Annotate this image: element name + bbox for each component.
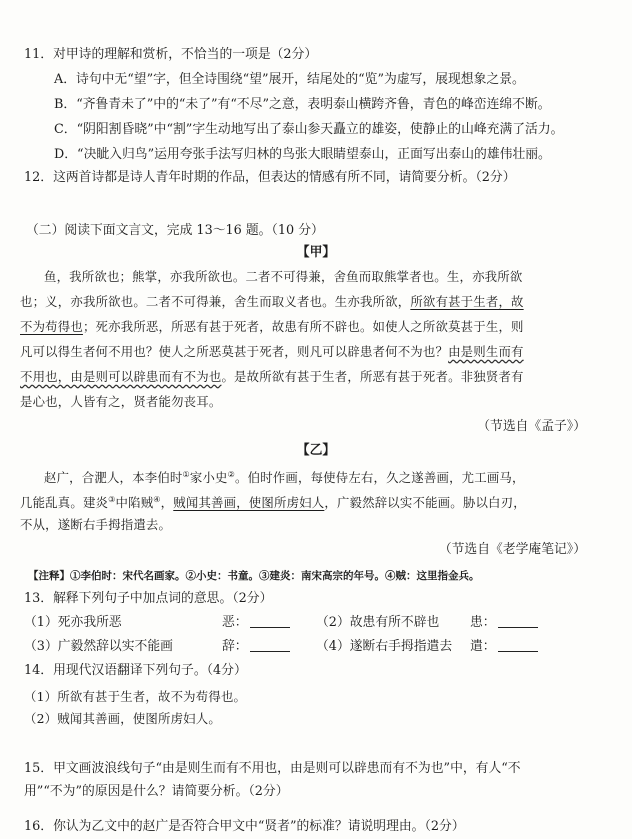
q15-line-1: 15．甲文画波浪线句子“由是则生而有不用也，由是则可以辟患而有不为也”中，有人“不 (24, 761, 521, 776)
passage-yi-line: 赵广，合淝人，本李伯时①家小史②。伯时作画，每使侍左右，久之遂善画，尤工画马， (44, 470, 525, 486)
section2-heading: （二）阅读下面文言文，完成 13～16 题。（10 分） (26, 223, 324, 238)
q13-answer-2: 患： (470, 614, 538, 632)
answer-blank[interactable] (250, 615, 290, 628)
q13-answer-4: 遣： (470, 638, 538, 656)
passage-yi-title: 【乙】 (296, 443, 336, 458)
wavy-underline-sentence: 由是则生而有 (448, 344, 524, 359)
passage-jia-line: 也；义，亦我所欲也。二者不可得兼，舍生而取义者也。生亦我所欲，所欲有甚于生者，故 (20, 294, 524, 309)
passage-jia-line: 不用也，由是则可以辟患而有不为也。是故所欲有甚于生者，所恶有甚于死者。非独贤者有 (20, 369, 524, 384)
q12-stem: 12．这两首诗都是诗人青年时期的作品，但表达的情感有所不同，请简要分析。（2分） (24, 170, 516, 185)
q13-item-3: （3）广毅然辞以实不能画 (24, 639, 173, 654)
q13-answer-3: 辞： (222, 638, 290, 656)
q11-option-c: C．“阴阳割昏晓”中“割”字生动地写出了泰山参天矗立的雄姿，使静止的山峰充满了活力。 (54, 122, 564, 137)
translation-target-underline: 所欲有甚于生者，故 (410, 294, 524, 309)
q11-option-b: B．“齐鲁青未了”中的“未了”有“不尽”之意，表明泰山横跨齐鲁，青色的峰峦连绵不断。 (54, 97, 551, 112)
passage-jia-title: 【甲】 (296, 245, 336, 260)
passage-yi-line: 不从，遂断右手拇指遣去。 (20, 517, 172, 532)
passage-jia-source: （节选自《孟子》） (477, 419, 586, 434)
q14-sentence-2: （2）贼闻其善画，使图所虏妇人。 (24, 711, 221, 726)
q13-stem: 13．解释下列句子中加点词的意思。（2分） (24, 591, 273, 606)
wavy-underline-sentence: 不用也，由是则可以辟患而有不为也 (20, 369, 222, 384)
q13-item-1: （1）死亦我所恶 (24, 615, 122, 630)
q14-stem: 14．用现代汉语翻译下列句子。（4分） (24, 663, 247, 678)
passage-yi-line: 几能乱真。建炎③中陷贼④，贼闻其善画，使图所虏妇人，广毅然辞以实不能画。胁以白刃， (20, 495, 526, 511)
answer-blank[interactable] (498, 639, 538, 652)
q11-option-d: D．“决眦入归鸟”运用夸张手法写归林的鸟张大眼睛望泰山，正面写出泰山的雄伟壮丽。 (54, 147, 551, 162)
passage-yi-source: （节选自《老学庵笔记》） (438, 542, 586, 557)
answer-blank[interactable] (250, 639, 290, 652)
passage-jia-line: 鱼，我所欲也；熊掌，亦我所欲也。二者不可得兼，舍鱼而取熊掌者也。生，亦我所欲 (44, 269, 523, 284)
passage-jia-line: 不为苟得也；死亦我所恶，所恶有甚于死者，故患有所不辟也。如使人之所欲莫甚于生，则 (20, 319, 524, 334)
q11-stem: 11．对甲诗的理解和赏析，不恰当的一项是（2分） (24, 47, 318, 62)
passage-jia-line: 是心也，人皆有之，贤者能勿丧耳。 (20, 394, 222, 409)
passage-jia-line: 凡可以得生者何不用也？使人之所恶莫甚于死者，则凡可以辟患者何不为也？由是则生而有 (20, 344, 524, 359)
translation-target-underline: 贼闻其善画，使图所虏妇人 (173, 495, 325, 511)
annotation-note: 【注释】①李伯时：宋代名画家。②小史：书童。③建炎：南宋高宗的年号。④贼：这里指金兵。 (28, 570, 480, 582)
q13-item-4: （4）遂断右手拇指遣去 (316, 639, 453, 654)
q13-answer-1: 恶： (222, 614, 290, 632)
q13-item-2: （2）故患有所不辟也 (316, 615, 440, 630)
translation-target-underline: 不为苟得也 (20, 319, 83, 334)
q15-line-2: 用”“不为”的原因是什么？请简要分析。（2分） (24, 784, 289, 799)
answer-blank[interactable] (498, 615, 538, 628)
q16-stem: 16．你认为乙文中的赵广是否符合甲文中“贤者”的标准？请说明理由。（2分） (24, 819, 465, 834)
q11-option-a: A．诗句中无“望”字，但全诗围绕“望”展开，结尾处的“览”为虚写，展现想象之景。 (54, 72, 525, 87)
q14-sentence-1: （1）所欲有甚于生者，故不为苟得也。 (24, 689, 247, 704)
